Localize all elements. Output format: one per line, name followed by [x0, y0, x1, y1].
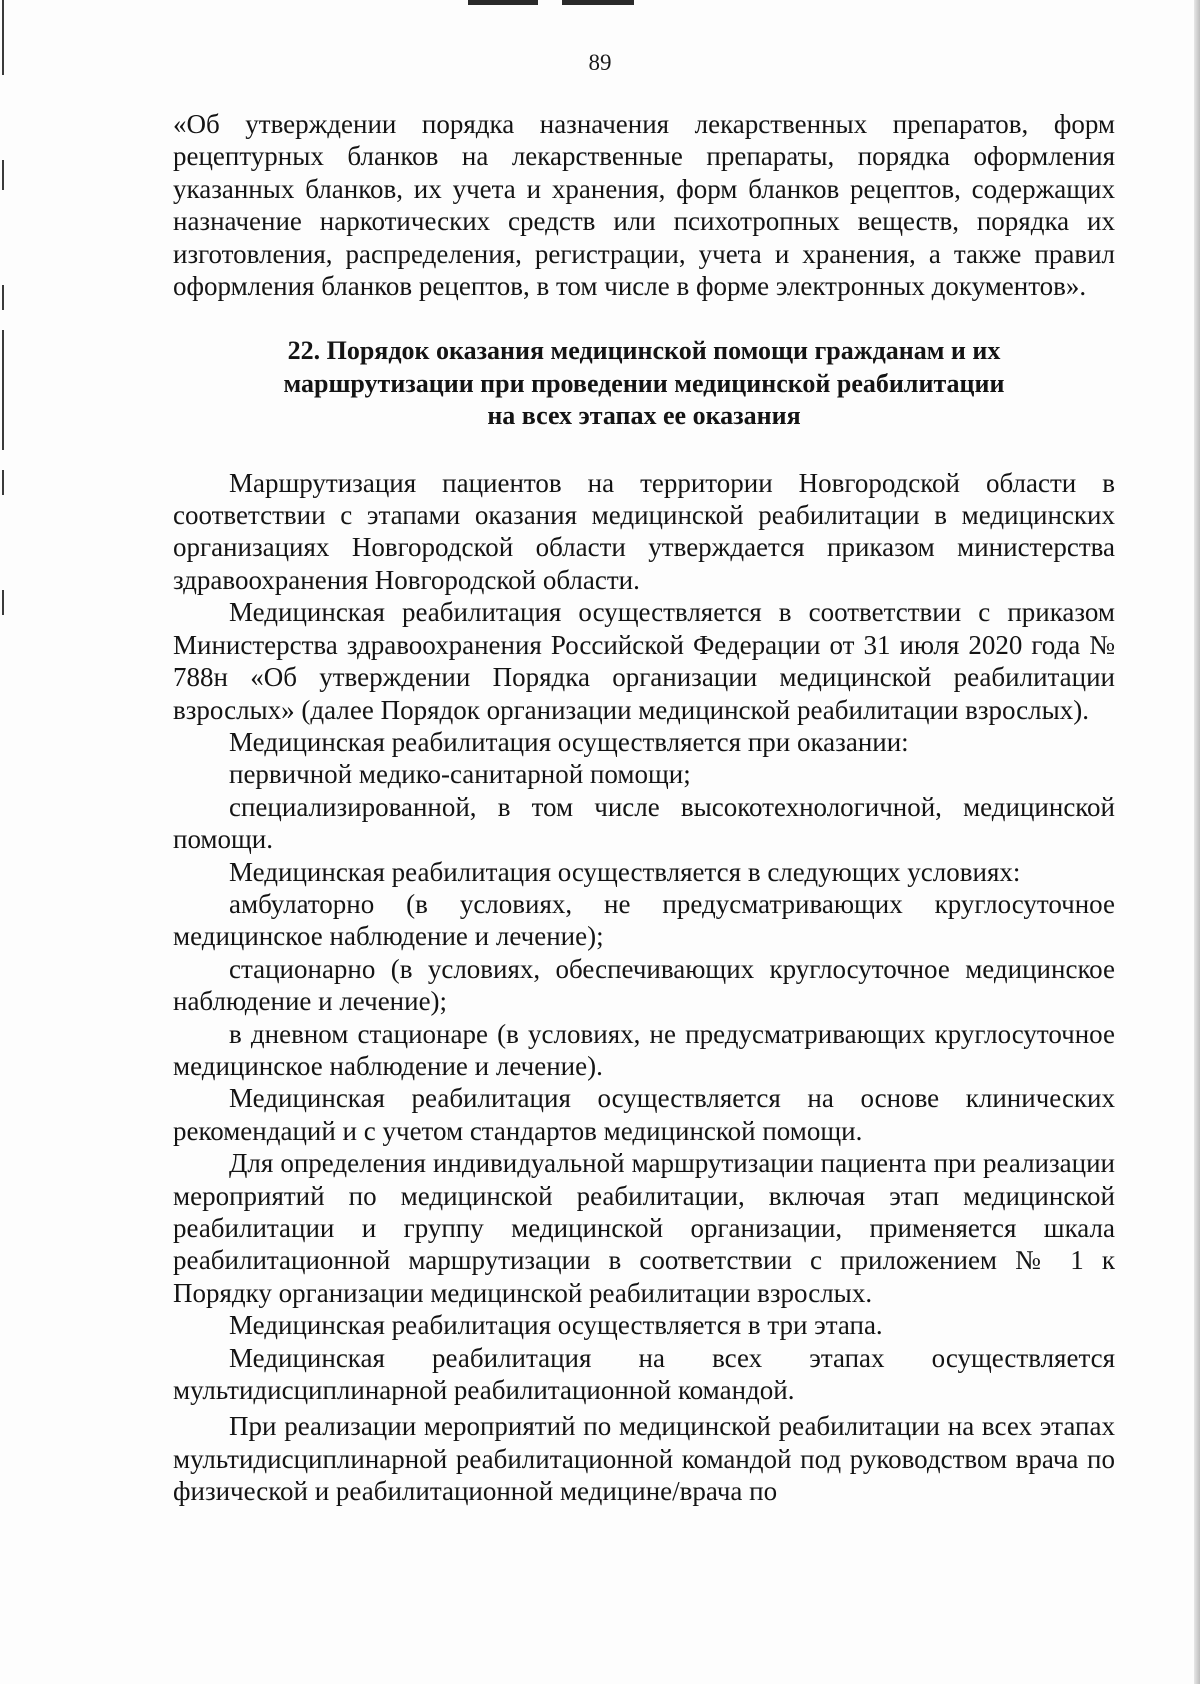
paragraph: Медицинская реабилитация осуществляется в соответствии с приказом Министерства здравоохранения Российской Федерации от 31 июля 2020 года № 788н «Об утверждении Порядка организации медицинской реабилитации взрослых» (далее Порядок организации медицинской реабилитации взрослых).: [173, 597, 1115, 725]
scan-right-edge: [1194, 0, 1200, 1684]
paragraph: При реализации мероприятий по медицинской реабилитации на всех этапах мультидисциплинарной реабилитационной командой под руководством врача по физической и реабилитационной медицине/врача по: [173, 1411, 1115, 1507]
section-heading-line: 22. Порядок оказания медицинской помощи гражданам и их: [287, 336, 1001, 366]
paragraph: Медицинская реабилитация на всех этапах осуществляется мультидисциплинарной реабилитационной командой.: [173, 1342, 1115, 1406]
scan-edge-line: [2, 470, 4, 495]
paragraph: амбулаторно (в условиях, не предусматривающих круглосуточное медицинское наблюдение и лечение);: [173, 888, 1115, 952]
section-heading: [173, 335, 1115, 432]
scan-mark-top-2: [562, 0, 634, 5]
document-body: [173, 108, 1115, 1508]
intro-paragraph: «Об утверждении порядка назначения лекарственных препаратов, форм рецептурных бланков на лекарственные препараты, порядка оформления указанных бланков, их учета и хранения, форм бланков рецептов, содержащих назначение наркотических средств или психотропных веществ, порядка их изготовления, распределения, регистрации, учета и хранения, а также правил оформления бланков рецептов, в том числе в форме электронных документов».: [173, 109, 1115, 302]
paragraph: Медицинская реабилитация осуществляется в три этапа.: [229, 1310, 883, 1341]
scan-mark-top: [468, 0, 538, 5]
section-heading-line: маршрутизации при проведении медицинской реабилитации: [283, 368, 1005, 398]
paragraph: Медицинская реабилитация осуществляется на основе клинических рекомендаций и с учетом стандартов медицинской помощи.: [173, 1083, 1115, 1146]
section-heading-line: на всех этапах ее оказания: [487, 401, 801, 431]
scan-edge-line: [2, 330, 4, 450]
paragraph: стационарно (в условиях, обеспечивающих круглосуточное медицинское наблюдение и лечение);: [173, 953, 1115, 1017]
scan-edge-line: [2, 160, 4, 190]
paragraph: в дневном стационаре (в условиях, не предусматривающих круглосуточное медицинское наблюдение и лечение).: [173, 1018, 1115, 1081]
page-number: 89: [588, 50, 612, 75]
paragraph: специализированной, в том числе высокотехнологичной, медицинской помощи.: [173, 791, 1115, 855]
paragraph: Медицинская реабилитация осуществляется при оказании:: [229, 726, 909, 757]
paragraph: первичной медико-санитарной помощи;: [229, 759, 691, 790]
paragraph: Для определения индивидуальной маршрутизации пациента при реализации мероприятий по медицинской реабилитации, включая этап медицинской реабилитации и группу медицинской организации, применяется шкала реабилитационной маршрутизации в соответствии с приложением № 1 к Порядку организации медицинской реабилитации взрослых.: [173, 1148, 1115, 1308]
scan-edge-line: [2, 285, 4, 310]
scan-edge-line: [2, 590, 4, 615]
paragraph: Маршрутизация пациентов на территории Новгородской области в соответствии с этапами оказания медицинской реабилитации в медицинских организациях Новгородской области утверждается приказом министерства здравоохранения Новгородской области.: [173, 467, 1115, 595]
paragraph: Медицинская реабилитация осуществляется в следующих условиях:: [229, 856, 1021, 887]
